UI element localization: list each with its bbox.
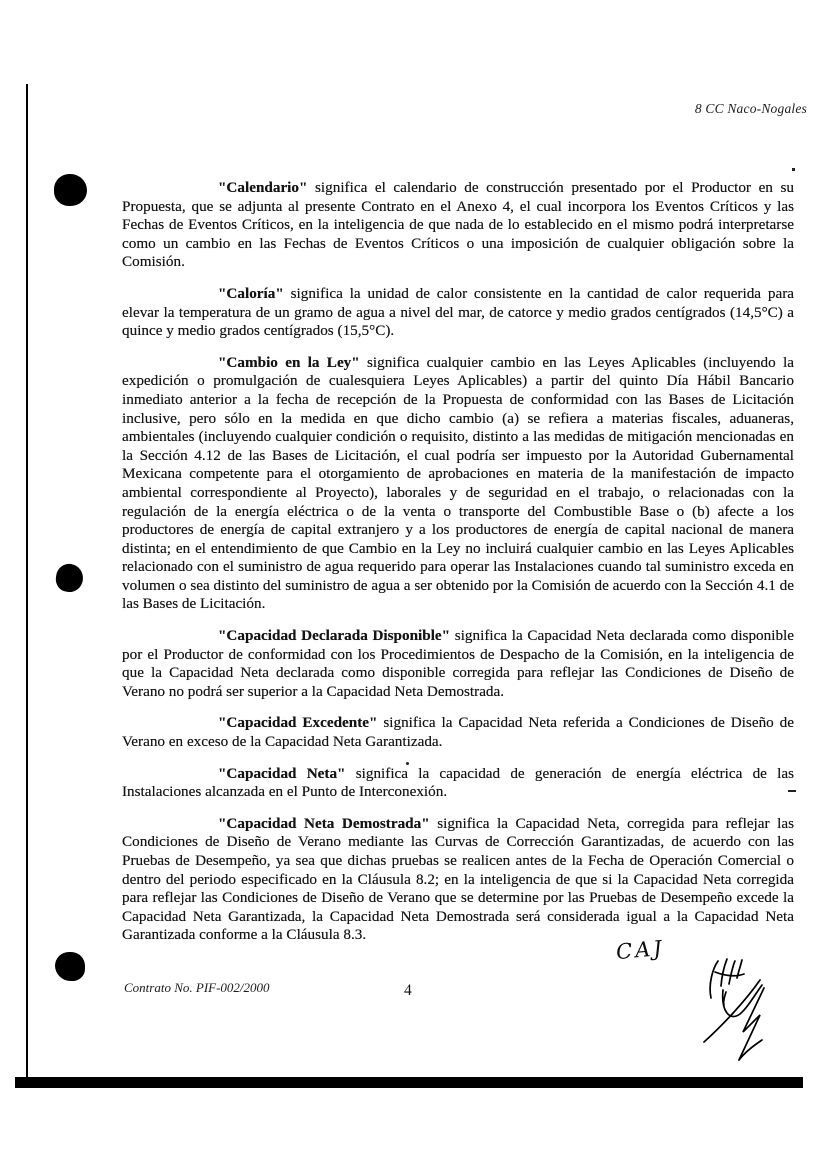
definition-text: significa cualquier cambio en las Leyes Aplicables (incluyendo la expedición o promulgación de cualesquiera Leyes Aplicables) a partir del quinto Día Hábil Bancario inmediato anterior a la fecha de recepción de la Propuesta de conformidad con las Bases de Licitación inclusive, pero sólo en la medida en que dicho cambio (a) se refiera a materias fiscales, aduaneras, ambientales (incluyendo cualquier condición o requisito, distinto a las medidas de mitigación mencionadas en la Sección 4.12 de las Bases de Licitación, el cual podría ser impuesto por la Autoridad Gubernamental Mexicana competente para el otorgamiento de aprobaciones en materia de la manifestación de impacto ambiental correspondiente al Proyecto), laborales y de seguridad en el trabajo, o relacionadas con la regulación de la energía eléctrica o de la venta o transporte del Combustible Base o (b) afecte a los productores de energía de capital extranjero y a los productores de energía de capital nacional de manera distinta; en el entendimiento de que Cambio en la Ley no incluirá cualquier cambio en las Leyes Aplicables relacionado con el suministro de agua requerido para operar las Instalaciones cuando tal suministro exceda en volumen o sea distinto del suministro de agua a ser obtenido por la Comisión de acuerdo con la Sección 4.1 de las Bases de Licitación. bbox=[122, 353, 795, 613]
punch-hole-mark bbox=[54, 174, 87, 206]
definition-paragraph bbox=[122, 354, 794, 614]
punch-hole-mark bbox=[54, 562, 85, 593]
definition-text: significa la Capacidad Neta declarada como disponible por el Productor de conformidad con los Procedimientos de Despacho de la Comisión, en la inteligencia de que la Capacidad Neta declarada como disponible corregida para reflejar las Condiciones de Diseño de Verano no podrá ser superior a la Capacidad Neta Demostrada. bbox=[122, 627, 794, 700]
definition-paragraph bbox=[122, 179, 794, 272]
handwritten-initials: CAJ bbox=[615, 935, 666, 965]
definition-paragraph bbox=[122, 627, 794, 701]
punch-hole-mark bbox=[55, 952, 85, 981]
defined-term: "Cambio en la Ley" bbox=[218, 353, 360, 371]
signature-scribble bbox=[690, 952, 786, 1068]
defined-term: "Caloría" bbox=[218, 284, 284, 302]
definition-text: significa el calendario de construcción presentado por el Productor en su Propuesta, que se adjunta al presente Contrato en el Anexo 4, el cual incorpora los Eventos Críticos y las Fechas de Eventos Críticos, en la inteligencia de que nada de lo establecido en el mismo podrá interpretarse como un cambio en las Fechas de Eventos Críticos o una imposición de cualquier obligación sobre la Comisión. bbox=[122, 179, 794, 271]
defined-term: "Capacidad Neta Demostrada" bbox=[218, 814, 430, 832]
defined-term: "Capacidad Excedente" bbox=[218, 714, 378, 732]
definition-paragraph bbox=[122, 714, 794, 751]
defined-term: "Capacidad Declarada Disponible" bbox=[218, 627, 451, 645]
definition-paragraph bbox=[122, 285, 794, 341]
scan-speck bbox=[792, 168, 795, 171]
page-edge-line bbox=[26, 84, 28, 1084]
defined-term: "Capacidad Neta" bbox=[218, 764, 346, 782]
definition-text: significa la Capacidad Neta, corregida para reflejar las Condiciones de Diseño de Verano mediante las Curvas de Corrección Garantizadas, de acuerdo con las Pruebas de Desempeño, ya sea que dichas pruebas se realicen antes de la Fecha de Operación Comercial o dentro del periodo especificado en la Cláusula 8.2; en la inteligencia de que si la Capacidad Neta corregida para reflejar las Condiciones de Diseño de Verano que se determine por las Pruebas de Desempeño excede la Capacidad Neta Garantizada, la Capacidad Neta Demostrada será considerada igual a la Capacidad Neta Garantizada conforme a la Cláusula 8.3. bbox=[122, 814, 794, 944]
defined-term: "Calendario" bbox=[218, 179, 308, 196]
document-body bbox=[122, 179, 794, 958]
definition-text: significa la capacidad de generación de energía eléctrica de las Instalaciones alcanzada en el Punto de Interconexión. bbox=[122, 764, 794, 801]
definition-paragraph bbox=[122, 815, 794, 945]
running-header: 8 CC Naco-Nogales bbox=[694, 101, 807, 116]
definition-text: significa la Capacidad Neta referida a Condiciones de Diseño de Verano en exceso de la Capacidad Neta Garantizada. bbox=[122, 714, 794, 751]
scan-bottom-bar bbox=[15, 1077, 803, 1088]
definition-text: significa la unidad de calor consistente en la cantidad de calor requerida para elevar la temperatura de un gramo de agua a nivel del mar, de catorce y medio grados centígrados (14,5°C) a quince y medio grados centígrados (15,5°C). bbox=[122, 284, 794, 340]
footer-contract-number: Contrato No. PIF-002/2000 bbox=[124, 980, 270, 995]
definition-paragraph bbox=[122, 765, 794, 802]
footer-page-number: 4 bbox=[404, 982, 412, 999]
